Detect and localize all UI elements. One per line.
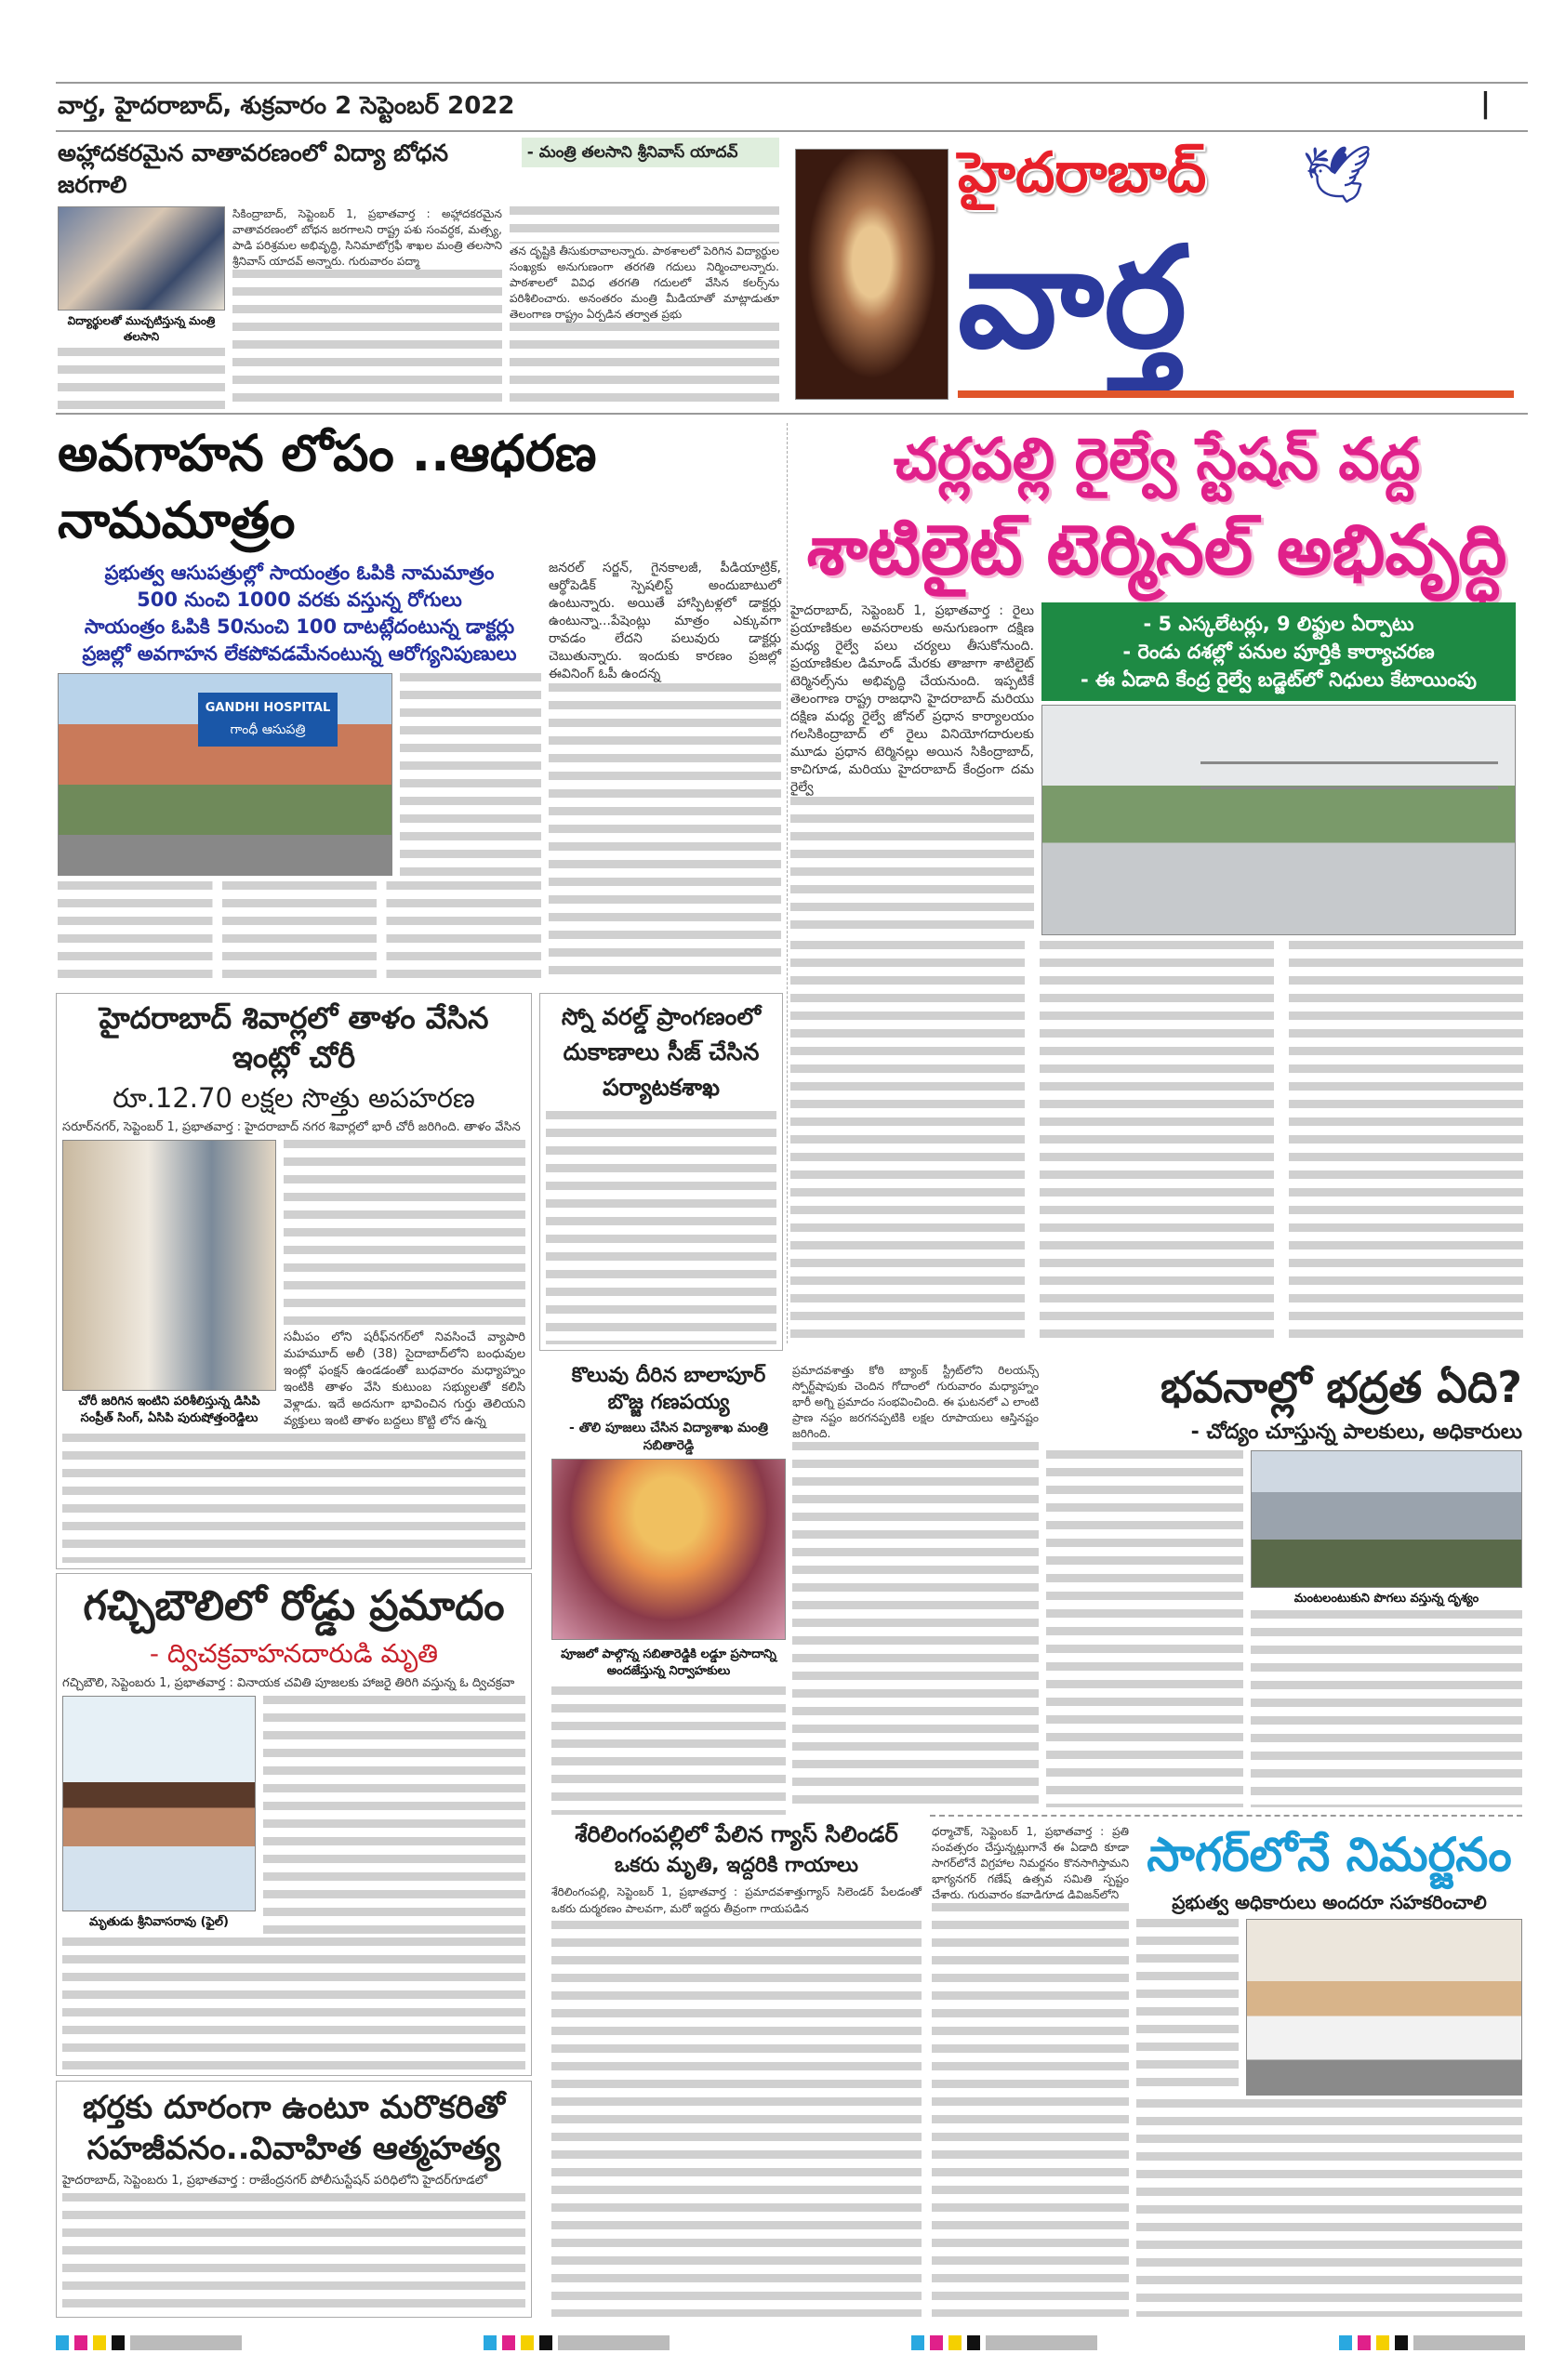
- body-col: [62, 1434, 525, 1563]
- fire-main: [1046, 1359, 1522, 1807]
- fire-photo: [1251, 1450, 1522, 1588]
- photo-caption: చోరీ జరిగిన ఇంటిని పరిశీలిస్తున్న డిసిపి సంప్రీత్ సింగ్, ఏసిపి పురుషోత్తంరెడ్డిలు: [78, 1395, 260, 1426]
- subhead: - చోద్యం చూస్తున్న పాలకులు, అధికారులు: [1190, 1421, 1522, 1444]
- masthead-rule: [958, 390, 1514, 398]
- body-col: [932, 1903, 1129, 2317]
- tagline: - మంత్రి తలసాని శ్రీనివాస్ యాదవ్: [522, 138, 779, 167]
- sagar-main: [1136, 1824, 1522, 2317]
- charminar-photo: [795, 149, 948, 400]
- photo-minister-students: [58, 206, 225, 311]
- sagar-text-column: [932, 1824, 1129, 2317]
- body-col-2-text: తన దృష్టికి తీసుకురావాలన్నారు. పాఠశాలలో పెరిగిన విద్యార్థుల సంఖ్యకు అనుగుణంగా తరగతి గదులు నిర్మించాలన్నారు. పాఠశాలలో వివిధ తరగతి గదులలో వేసిన కలర్స్‌ను పరిశీలించారు. అనంతరం మంత్రి మీడియాతో మాట్లాడుతూ తెలంగాణ రాష్ట్రం ఏర్పడిన తర్వాత ప్రభు: [510, 245, 779, 321]
- headline: శేరిలింగంపల్లిలో పేలిన గ్యాస్ సిలిండర్: [575, 1821, 898, 1847]
- hospital-sign: GANDHI HOSPITAL: [205, 701, 331, 715]
- body-cols: [790, 941, 1523, 1341]
- story-accident: [56, 1573, 532, 2076]
- section-rule: [56, 413, 1528, 415]
- body-col: [62, 1937, 525, 2069]
- subhead: 500 నుంచి 1000 వరకు వస్తున్న రోగులు: [137, 588, 462, 611]
- body-col: [546, 1111, 776, 1344]
- body-col-3-rest: [510, 323, 779, 409]
- subhead: రూ.12.70 లక్షల సొత్తు అపహరణ: [113, 1082, 475, 1115]
- masthead-city: హైదరాబాద్: [958, 140, 1207, 205]
- body-col-1-text: సికింద్రాబాద్, సెప్టెంబర్ 1, ప్రభాతవార్త : అహ్లాదకరమైన వాతావరణంలో బోధన జరగాలని రాష్ట్ర పశు సంవర్ధక, మత్స్య, పాడి పరిశ్రమల అభివృద్ధి, సినిమాటోగ్రఫీ శాఖల మంత్రి తలసాని శ్రీనివాస్ యాదవ్ అన్నారు. గురువారం పద్మా: [232, 207, 502, 268]
- highlight: - 5 ఎస్కలేటర్లు, 9 లిఫ్టుల ఏర్పాటు: [1143, 613, 1414, 635]
- subheads: [58, 560, 541, 668]
- page-marker: |: [1480, 87, 1491, 120]
- body-col: [1251, 1610, 1522, 1807]
- story-suicide: [56, 2081, 532, 2318]
- highlights-box: [1041, 602, 1516, 701]
- body-col: [790, 797, 1034, 935]
- railway-station-photo: [1041, 705, 1516, 935]
- body-col-3: [510, 206, 779, 244]
- subhead: - ద్విచక్రవాహనదారుడి మృతి: [149, 1638, 439, 1670]
- body-col: [549, 683, 781, 982]
- body-text: హైదరాబాద్, సెప్టెంబర్ 1, ప్రభాతవార్త : రైలు ప్రయాణికుల అవసరాలకు అనుగుణంగా దక్షిణ మధ్య రైల్వే పలు చర్యలు తీసుకోనుంది. ప్రయాణికుల డిమాండ్ మేరకు తాజాగా శాటిలైట్ టెర్మినల్స్‌ను అభివృద్ధి చేయనుంది. ఇప్పటికే తెలంగాణ రాష్ట్ర రాజధాని హైదరాబాద్ మరియు దక్షిణ మధ్య రైల్వే జోనల్ ప్రధాన కార్యాలయం గలసికింద్రాబాద్ లో రైలు వినియోగదారులకు మూడు ప్రధాన టెర్మినల్లు అయిన సికింద్రాబాద్, కాచిగూడ, మరియు హైదరాబాద్ కేంద్రంగా దమ రైల్వే: [790, 603, 1034, 795]
- body-col: [1136, 2099, 1522, 2317]
- lead: సరూర్‌నగర్, సెప్టెంబర్ 1, ప్రభాతవార్త : హైదరాబాద్ నగర శివార్లలో భారీ చోరీ జరిగింది. తాళం వేసిన: [62, 1120, 521, 1135]
- headline: స్నో వరల్డ్ ప్రాంగణంలో దుకాణాలు సీజ్ చేసిన పర్యాటకశాఖ: [561, 1003, 762, 1101]
- headline: కొలువు దీరిన బాలాపూర్ బొజ్జ గణపయ్య: [571, 1364, 766, 1414]
- subhead: ఒకరు మృతి, ఇద్దరికి గాయాలు: [614, 1854, 859, 1878]
- photo-caption: విద్యార్థులతో ముచ్చటిస్తున్న మంత్రి తలసాని: [67, 314, 216, 343]
- photo-caption: మంటలంటుకుని పొగలు వస్తున్న దృశ్యం: [1293, 1592, 1479, 1606]
- victim-photo: [62, 1696, 256, 1911]
- body-col: [551, 1686, 786, 1815]
- headline: అహ్లాదకరమైన వాతావరణంలో విద్యా బోధన జరగాలి: [58, 139, 449, 198]
- subhead: ప్రజల్లో అవగాహన లేకపోవడమేనంటున్న ఆరోగ్యనిపుణులు: [82, 642, 517, 665]
- lead: ధర్మాచౌక్, సెప్టెంబర్ 1, ప్రభాతవార్త : ప్రతి సంవత్సరం చేస్తున్నట్లుగానే ఈ ఏడాది కూడా సాగర్‌లోనే విగ్రహాల నిమర్జనం కొనసాగిస్తామని భాగ్యనగర్ గణేష్ ఉత్సవ సమితి స్పష్టం చేశారు. గురువారం కవాడిగూడ డివిజన్‌లోని: [932, 1825, 1129, 1901]
- highlight: - ఈ ఏడాది కేంద్ర రైల్వే బడ్జెట్‌లో నిధులు కేటాయింపు: [1081, 668, 1477, 691]
- footbridge: [1200, 761, 1498, 789]
- subhead: - తొలి పూజలు చేసిన విద్యాశాఖ మంత్రి సబితారెడ్డి: [569, 1421, 768, 1454]
- story-hospital: [58, 420, 781, 982]
- hospital-photo: [58, 673, 392, 876]
- body-col: [263, 1696, 525, 1934]
- headline-line-2: శాటిలైట్ టెర్మినల్ అభివృద్ధి: [806, 510, 1507, 590]
- story-railway: [790, 420, 1523, 1341]
- story-gas: [551, 1820, 922, 2317]
- body-cols: [58, 881, 541, 982]
- highlight: - రెండు దశల్లో పనుల పూర్తికి కార్యాచరణ: [1122, 641, 1435, 663]
- photo-caption: పూజలో పాల్గొన్న సబితారెడ్డికి లడ్డూ ప్రసాదాన్ని అందజేస్తున్న నిర్వాహకులు: [561, 1647, 776, 1679]
- headline: అవగాహన లోపం ..ఆధరణ నామమాత్రం: [58, 424, 597, 549]
- dove-icon: 🕊: [1302, 142, 1373, 207]
- body-text: ప్రమాదవశాత్తు కోఠి బ్యాంక్ స్ట్రీట్‌లోని రిలయన్స్ స్పోర్ట్‌షాపుకు చెందిన గోదాంలో గురువారం మధ్యాహ్నం భారీ అగ్ని ప్రమాదం సంభవించింది. ఈ ఘటనలో ఎ లాంటి ప్రాణ నష్టం జరగనప్పటికి లక్షల రూపాయలు ఆస్తినష్టం జరిగింది.: [792, 1364, 1039, 1440]
- headline: భర్తకు దూరంగా ఉంటూ మరొకరితో సహజీవనం..వివాహిత ఆత్మహత్య: [83, 2089, 505, 2167]
- column-divider: [787, 423, 788, 1343]
- lead: శేరిలింగంపల్లి, సెప్టెంబర్ 1, ప్రభాతవార్త : ప్రమాదవశాత్తుగ్యాస్ సిలెండర్ పేలడంతో ఒకరు దుర్మరణం పాలవగా, మరో ఇద్దరు తీవ్రంగా గాయపడిన: [551, 1884, 922, 1915]
- hospital-sign-telugu: గాంధీ ఆసుపత్రి: [230, 722, 306, 737]
- photo-caption: మృతుడు శ్రీనివాసరావు (ఫైల్): [89, 1915, 229, 1930]
- body-text: జనరల్ సర్జన్, గైనకాలజీ, పీడియాట్రిక్, ఆర్థోపెడిక్ స్పెషలిస్ట్ అందుబాటులో ఉంటున్నారు. అయితే హాస్పిటళ్లలో డాక్టర్లు ఉంటున్నా...పేషెంట్లు మాత్రం ఎక్కువగా రావడం లేదని పలువురు డాక్టర్లు చెబుతున్నారు. ఇందుకు కారణం ప్రజల్లో ఈవినింగ్ ఓపీ ఉందన్న: [549, 561, 781, 681]
- body-col: [1136, 1919, 1239, 2096]
- subhead: ప్రభుత్వ ఆసుపత్రుల్లో సాయంత్రం ఓపికి నామమాత్రం: [104, 562, 495, 584]
- headline: భవనాల్లో భద్రత ఏది?: [1160, 1362, 1522, 1412]
- body-col: [551, 1921, 922, 2317]
- lead: హైదరాబాద్, సెప్టెంబరు 1, ప్రభాతవార్త : రాజేంద్రనగర్ పోలీసుస్టేషన్ పరిధిలోని హైదర్‌గూడలో: [62, 2174, 488, 2188]
- body-col-1: [58, 348, 225, 409]
- subhead: సాయంత్రం ఓపికి 50నుంచి 100 దాటట్లేదంటున్న డాక్టర్లు: [84, 615, 515, 638]
- color-registration-bar: [56, 2335, 1525, 2350]
- body-col: [792, 1442, 1039, 1807]
- top-rule: [56, 82, 1528, 84]
- body-col: [62, 2193, 525, 2311]
- body-text: సమీపం లోని షరీఫ్‌నగర్‌లో నివసించే వ్యాపారి మహమూద్ అలీ (38) సైదాబాద్‌లోని బంధువుల ఇంట్లో ఫంక్షన్ ఉండడంతో బుధవారం మధ్యాహ్నం ఇంటికి తాళం వేసి కుటుంబ సభ్యులతో కలిసి వెళ్లాడు. ఇదే అదనుగా భావించిన గుర్తు తెలియని వ్యక్తులు ఇంటి తాళం బద్దలు కొట్టి లోన ఉన్న: [284, 1330, 525, 1429]
- dashed-divider: [930, 1815, 1522, 1817]
- headline: సాగర్‌లోనే నిమర్జనం: [1147, 1828, 1512, 1882]
- story-education: [58, 138, 779, 409]
- story-ganesh: [551, 1363, 786, 1815]
- masthead-name: వార్త: [958, 218, 1187, 379]
- theft-photo: [62, 1140, 276, 1391]
- body-col-2: [232, 270, 502, 409]
- story-snowworld: [539, 993, 783, 1351]
- body-col: [400, 673, 541, 876]
- page-dateline: వార్త, హైదరాబాద్, శుక్రవారం 2 సెప్టెంబర్ 2022: [58, 92, 515, 120]
- subhead: ప్రభుత్వ అధికారులు అందరూ సహకరించాలి: [1172, 1891, 1487, 1913]
- lead: గచ్చిబౌలి, సెప్టెంబరు 1, ప్రభాతవార్త : వినాయక చవితి పూజలకు హాజరై తిరిగి వస్తున్న ఓ ద్విచక్రవా: [62, 1676, 515, 1691]
- header-rule: [56, 130, 1528, 132]
- headline: హైదరాబాద్ శివార్లలో తాళం వేసిన ఇంట్లో చోరీ: [99, 1000, 489, 1075]
- headline-line-1: చర్లపల్లి రైల్వే స్టేషన్ వద్ద: [893, 425, 1421, 493]
- body-col: [284, 1140, 525, 1329]
- ganesh-photo: [551, 1459, 786, 1640]
- headline: గచ్చిబౌలిలో రోడ్డు ప్రమాదం: [83, 1582, 505, 1630]
- fire-text-column: [792, 1363, 1039, 1807]
- body-col: [1046, 1450, 1243, 1807]
- sagar-photo: [1246, 1919, 1522, 2096]
- story-theft: [56, 993, 532, 1569]
